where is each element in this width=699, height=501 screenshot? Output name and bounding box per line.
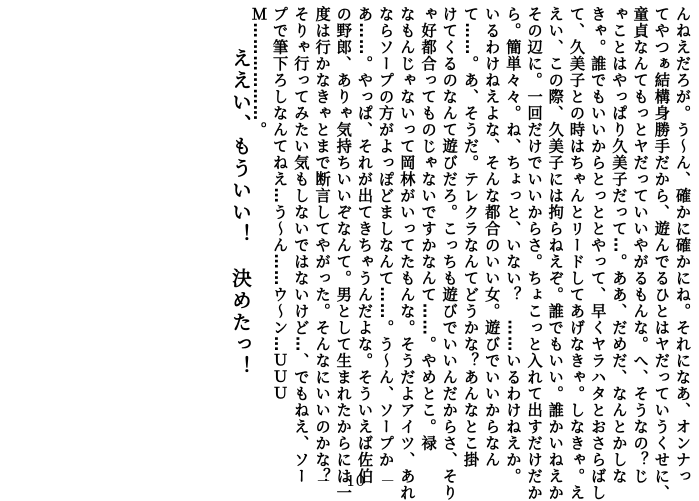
emphasis-exclamation: ええい、もういい！ 決めたっ！ (229, 48, 252, 378)
text-line: そりゃ行ってみたい気もしないではないけど…、でもねえ、ソー (292, 6, 311, 485)
text-line: て……。あ、そうだ。テレクラなんてどうかな？あんなとこ掛 (461, 6, 480, 468)
text-line: あ……。やっぱ、それが出てきちゃうんだよな。そういえば佐伯 (355, 6, 374, 485)
text-line: その辺に。一回だけでいいからさ。ちょこっと入れて出すだけだか (525, 6, 544, 501)
text-line: ならソープの方がよっぽどましなんて……。う～ん、ソープか (377, 6, 396, 468)
text-line: ゃことはやっぱり久美子だって…。ああ、だめだ、なんとかしな (610, 6, 629, 485)
page-number: － 10 － (316, 472, 396, 490)
text-line: の野郎、ありゃ気持ちいいぞなんて。男として生まれたからには一 (334, 6, 353, 501)
text-line: んねえだろが。う～ん、確かに確かにね。それになあ、オンナっ (674, 6, 692, 485)
text-line: きゃ。誰でもいいからとっととやって、早くヤラハタとおさらばし (589, 6, 608, 501)
text-line: ら。簡単々々。ね、ちょっと、いない？ ……いるわけねえか。 (504, 6, 523, 485)
text-line: てやつぁ結構身勝手だから、遊んでるひとはヤだっていうくせに、 (652, 6, 671, 501)
text-line: いるわけねえよな、そんな都合のいい女。遊びでいいからなん (483, 6, 502, 468)
text-line: けてくるのなんて遊びだろ。こっちも遊びでいいんだからさ、そり (440, 6, 459, 501)
text-line: 童貞なんてもっとヤだっていいやがるもんな。へ、そうなの？じ (631, 6, 650, 485)
text-line: 度は行かなきゃとまで断言してやがった。そんなにいいのかな？ (313, 6, 332, 485)
text-line: えい、この際、久美子には拘らねえぞ。誰でもいい。誰かいねえか (546, 6, 565, 501)
text-line: ゃ好都合ってものじゃないですかなんて……。やめとこ。禄 (419, 6, 438, 452)
text-line: Ｍ………………。 (249, 6, 268, 138)
text-line: なもんじゃないって岡林がいってたもんな。そうだよアイツ、あれ (398, 6, 417, 501)
text-line: プで筆下ろしなんてねえ…う～ん……ウ～ン…ＵＵＵ (271, 6, 290, 402)
text-line: て、久美子との時はちゃんとリードしてあげなきゃ。しなきゃ。え (567, 6, 586, 501)
